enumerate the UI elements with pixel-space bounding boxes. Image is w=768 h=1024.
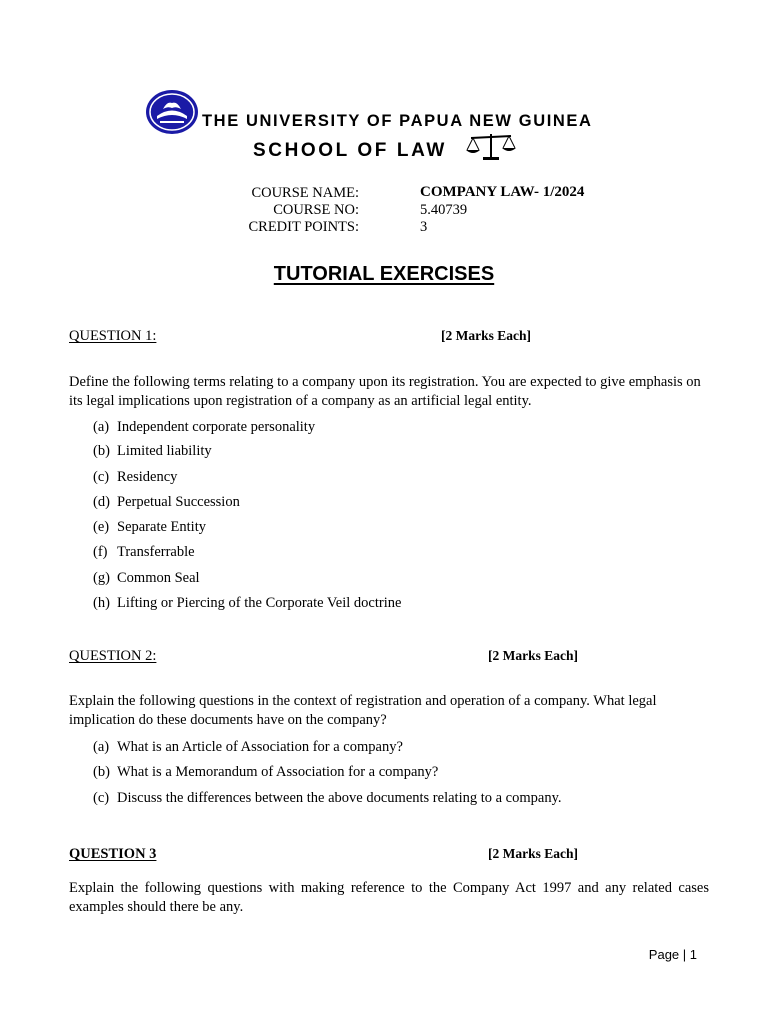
list-marker: (c) [93,790,110,806]
list-item [93,519,206,536]
list-text: Independent corporate personality [117,419,316,435]
list-marker: (e) [93,519,110,535]
scales-of-justice-icon [465,131,517,161]
question-2-marks: [2 Marks Each] [488,648,578,663]
page-title-text: TUTORIAL EXERCISES [273,263,495,285]
list-item [93,494,240,511]
question-3-text: Explain the following questions with making reference to the Company Act 1997 and any related cases examples should there be any. [69,880,709,915]
list-marker: (c) [93,469,110,485]
question-1-marks: [2 Marks Each] [441,328,531,343]
list-marker: (a) [93,739,110,755]
page-number: Page | 1 [648,947,697,962]
university-name: THE UNIVERSITY OF PAPUA NEW GUINEA [202,112,593,130]
list-marker: (a) [93,419,110,435]
list-marker: (f) [93,544,108,560]
list-marker: (b) [93,443,110,459]
list-item [93,764,438,781]
page-title [0,263,768,286]
upng-crest-icon [145,89,199,135]
credit-points-value: 3 [420,219,428,235]
course-name-value: COMPANY LAW- 1/2024 [420,184,585,200]
list-text: Limited liability [117,443,212,459]
list-text: Perpetual Succession [117,494,240,510]
list-text: Lifting or Piercing of the Corporate Veil doctrine [117,595,402,611]
list-item [93,469,177,486]
list-item [93,595,401,612]
list-text: Transferrable [117,544,195,560]
list-marker: (b) [93,764,110,780]
question-3-heading: QUESTION 3 [69,846,157,862]
course-name-label: COURSE NAME: [251,185,359,201]
school-name: SCHOOL OF LAW [253,140,447,161]
list-marker: (g) [93,570,110,586]
question-2-text: Explain the following questions in the context of registration and operation of a company. What legal implication do these documents have on the company? [69,693,657,728]
question-1-text: Define the following terms relating to a company upon its registration. You are expected to give emphasis on its legal implications upon registration of a company as an artificial legal entity. [69,374,701,409]
list-item [93,570,200,587]
question-3-marks: [2 Marks Each] [488,846,578,861]
list-text: Residency [117,469,178,485]
list-text: Separate Entity [117,519,206,535]
list-text: Discuss the differences between the above documents relating to a company. [117,790,562,806]
list-text: What is an Article of Association for a company? [117,739,403,755]
list-item [93,739,403,756]
list-marker: (h) [93,595,110,611]
course-no-label: COURSE NO: [273,202,359,218]
question-1-heading: QUESTION 1: [69,328,157,344]
list-text: Common Seal [117,570,200,586]
list-text: What is a Memorandum of Association for a company? [117,764,439,780]
list-item [93,790,562,807]
list-marker: (d) [93,494,110,510]
credit-points-label: CREDIT POINTS: [248,219,359,235]
course-no-value: 5.40739 [420,202,468,218]
list-item [93,419,315,436]
list-item [93,443,212,460]
question-2-heading: QUESTION 2: [69,648,157,664]
list-item [93,544,195,561]
